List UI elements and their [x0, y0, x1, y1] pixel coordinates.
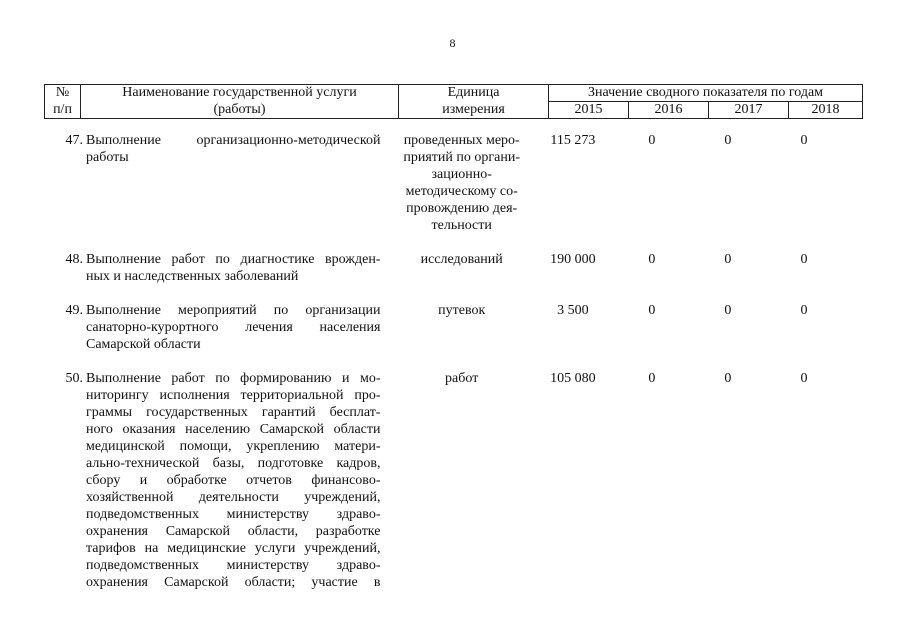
- value-2016: 0: [648, 133, 656, 148]
- unit: [391, 302, 531, 353]
- row-number: 49.: [65, 303, 83, 318]
- header-year-2017: 2017: [709, 102, 789, 119]
- name-line: ально-технической базы, подготовке кадров,: [86, 456, 381, 471]
- table-row: [44, 251, 842, 285]
- unit: [391, 251, 531, 285]
- value-2016: 0: [648, 371, 656, 386]
- service-name: [86, 132, 380, 234]
- name-line: граммы государственных гарантий бесплат-: [86, 405, 381, 420]
- unit-line: тельности: [431, 218, 492, 233]
- value-2018: 0: [800, 133, 808, 148]
- name-line: Выполнение работ по диагностике врожден-: [86, 252, 381, 267]
- header-num-line1: №: [45, 85, 81, 102]
- value-2018: 0: [800, 371, 808, 386]
- name-line: охранения Самарской области, разработке: [86, 524, 381, 539]
- service-name: [86, 370, 380, 591]
- value-2018: 0: [800, 252, 808, 267]
- header-name-line2: (работы): [81, 102, 399, 119]
- header-unit-line2: измерения: [399, 102, 549, 119]
- unit-line: исследований: [420, 252, 503, 267]
- name-line: подведомственных министерству здраво-: [86, 507, 381, 522]
- value-2017: 0: [724, 133, 732, 148]
- name-line: ниторингу исполнения территориальной про-: [86, 388, 381, 403]
- unit: [391, 370, 531, 591]
- row-number: 48.: [65, 252, 83, 267]
- name-line: работы: [86, 150, 129, 165]
- table-body: [44, 132, 842, 608]
- value-2015: 190 000: [550, 252, 596, 267]
- value-2017: 0: [724, 303, 732, 318]
- unit-line: путевок: [438, 303, 486, 318]
- name-line: медицинской помощи, укреплению матери-: [86, 439, 381, 454]
- name-line: подведомственных министерству здраво-: [86, 558, 381, 573]
- unit-line: приятий по органи-: [403, 150, 520, 165]
- name-line: ных и наследственных заболеваний: [86, 269, 299, 284]
- row-number: 47.: [65, 133, 83, 148]
- name-line: Выполнение работ по формированию и мо-: [86, 371, 381, 386]
- header-values-title: Значение сводного показателя по годам: [549, 85, 863, 102]
- name-line: санаторно-курортного лечения населения: [86, 320, 381, 335]
- unit: [391, 132, 531, 234]
- table-header: [44, 84, 863, 119]
- value-2016: 0: [648, 252, 656, 267]
- name-line: ного оказания населению Самарской области: [86, 422, 381, 437]
- header-name-line1: Наименование государственной услуги: [81, 85, 399, 102]
- name-line: сбору и обработке отчетов финансово-: [86, 473, 381, 488]
- name-line: Выполнение мероприятий по организации: [86, 303, 381, 318]
- unit-line: работ: [445, 371, 479, 386]
- value-2015: 105 080: [550, 371, 596, 386]
- value-2017: 0: [724, 371, 732, 386]
- header-year-2015: 2015: [549, 102, 629, 119]
- service-name: [86, 302, 380, 353]
- unit-line: методическому со-: [405, 184, 518, 199]
- table-row: [44, 302, 842, 353]
- header-year-2016: 2016: [629, 102, 709, 119]
- name-line: хозяйственной деятельности учреждений,: [86, 490, 381, 505]
- header-num-line2: п/п: [45, 102, 81, 119]
- name-line: Выполнение организационно-методической: [86, 133, 381, 148]
- header-year-2018: 2018: [789, 102, 863, 119]
- header-unit-line1: Единица: [399, 85, 549, 102]
- name-line: охранения Самарской области; участие в: [86, 575, 381, 590]
- name-line: Самарской области: [86, 337, 201, 352]
- table-row: [44, 132, 842, 234]
- page-number: 8: [449, 36, 456, 50]
- value-2016: 0: [648, 303, 656, 318]
- value-2018: 0: [800, 303, 808, 318]
- unit-line: провождению дея-: [406, 201, 518, 216]
- name-line: тарифов на медицинские услуги учреждений,: [86, 541, 381, 556]
- unit-line: зационно-: [431, 167, 492, 182]
- value-2015: 3 500: [557, 303, 589, 318]
- value-2015: 115 273: [550, 133, 596, 148]
- row-number: 50.: [65, 371, 83, 386]
- unit-line: проведенных меро-: [403, 133, 520, 148]
- value-2017: 0: [724, 252, 732, 267]
- table-row: [44, 370, 842, 591]
- service-name: [86, 251, 380, 285]
